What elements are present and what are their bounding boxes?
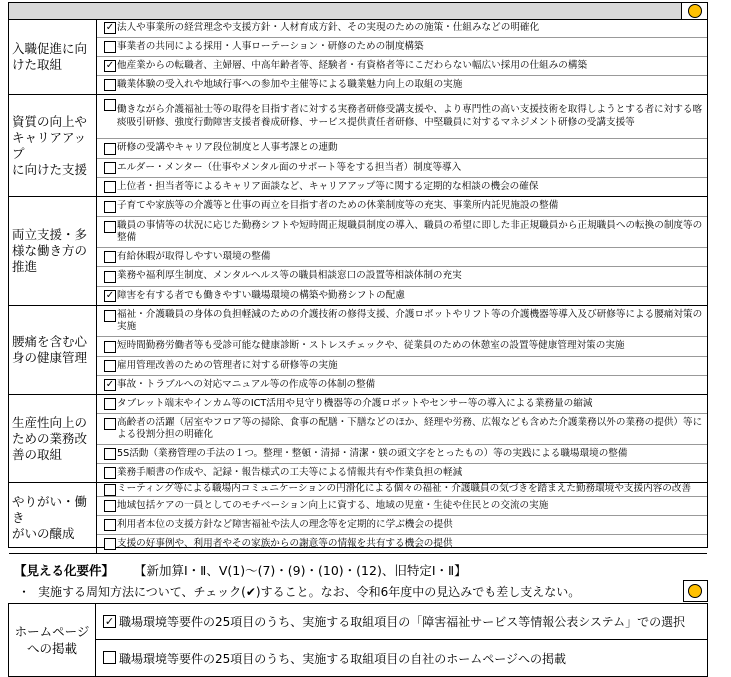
requirement-item-text: 上位者・担当者等によるキャリア面談など、キャリアアップ等に関する定期的な相談の機会の確保 xyxy=(117,180,539,192)
requirement-item-text: 職業体験の受入れや地域行事への参加や主催等による職業魅力向上の取組の実施 xyxy=(117,78,463,90)
requirement-item-text: タブレット端末やインカム等のICT活用や見守り機器等の介護ロボットやセンサー等の導入による業務量の縮減 xyxy=(117,397,593,409)
requirement-item-text: ミーティング等による職場内コミュニケーションの円滑化による個々の福祉・介護職員の気づきを踏まえた勤務環境や支援内容の改善 xyxy=(117,483,692,495)
checkbox[interactable] xyxy=(103,651,116,664)
checkbox[interactable] xyxy=(104,143,116,155)
checkbox[interactable] xyxy=(104,310,116,322)
requirement-item xyxy=(97,38,707,57)
requirement-item-text: 職員の事情等の状況に応じた勤務シフトや短時間正規職員制度の導入、職員の希望に即した非正規職員から正規職員への転換の制度等の整備 xyxy=(117,219,703,243)
orange-circle-icon xyxy=(688,4,702,18)
requirement-item xyxy=(97,57,707,76)
requirement-item xyxy=(97,267,707,287)
checkbox[interactable] xyxy=(104,467,116,479)
requirement-item xyxy=(97,357,707,376)
requirement-item-text: 働きながら介護福祉士等の取得を目指す者に対する実務者研修受講支援や、より専門性の高い支援技術を取得しようとする者に対する喀痰吸引研修、強度行動障害支援者養成研修、サービス提供責任者研修、中堅職員に対するマネジメント研修の受講支援等 xyxy=(117,104,703,128)
category-label: 両立支援・多 様な働き方の 推進 xyxy=(9,197,97,306)
table-header-row xyxy=(9,3,707,20)
requirement-item xyxy=(97,414,707,445)
mieru-section-title: 【見える化要件】 xyxy=(14,563,115,578)
requirement-item xyxy=(97,139,707,159)
checkbox[interactable] xyxy=(104,290,116,302)
requirement-item xyxy=(97,376,707,395)
requirement-item xyxy=(97,516,707,535)
checkbox[interactable] xyxy=(104,181,116,193)
requirement-item xyxy=(97,19,707,38)
homepage-posting-table xyxy=(8,603,708,677)
category-label: 生産性向上の ための業務改 善の取組 xyxy=(9,395,97,483)
requirement-item xyxy=(97,445,707,464)
requirement-item-text: 地域包括ケアの一員としてのモチベーション向上に資する、地域の児童・生徒や住民との交流の実施 xyxy=(117,499,549,511)
requirement-item xyxy=(97,76,707,95)
requirement-item xyxy=(97,337,707,357)
checkbox[interactable] xyxy=(104,379,116,391)
homepage-item-text: 職場環境等要件の25項目のうち、実施する取組項目の「障害福祉サービス等情報公表システム」での選択 xyxy=(119,615,686,629)
checkbox[interactable] xyxy=(104,99,116,111)
category-label: やりがい・働き がいの醸成 xyxy=(9,483,97,554)
requirement-item-text: 事業者の共同による採用・人事ローテーション・研修のための制度構築 xyxy=(117,40,424,52)
requirement-item xyxy=(97,395,707,414)
requirement-item-text: 利用者本位の支援方針など障害福祉や法人の理念等を定期的に学ぶ機会の提供 xyxy=(117,518,453,530)
checkbox[interactable] xyxy=(104,41,116,53)
requirement-item xyxy=(97,217,707,248)
checkbox[interactable] xyxy=(104,162,116,174)
requirement-item-text: 支援の好事例や、利用者やその家族からの謝意等の情報を共有する機会の提供 xyxy=(117,537,453,549)
checkbox[interactable] xyxy=(104,519,116,531)
checkbox[interactable] xyxy=(104,341,116,353)
checkbox[interactable] xyxy=(104,221,116,233)
requirement-item-text: 法人や事業所の経営理念や支援方針・人材育成方針、その実現のための施策・仕組みなどの明確化 xyxy=(117,21,540,33)
checkbox[interactable] xyxy=(104,22,116,34)
requirement-item-text: 障害を有する者でも働きやすい職場環境の構築や勤務シフトの配慮 xyxy=(117,289,405,301)
requirement-item xyxy=(97,535,707,554)
checkbox[interactable] xyxy=(104,448,116,460)
checkbox[interactable] xyxy=(104,418,116,430)
requirement-item xyxy=(97,197,707,217)
orange-circle-icon xyxy=(688,584,702,598)
requirement-item xyxy=(97,497,707,516)
checkbox[interactable] xyxy=(104,360,116,372)
checkbox[interactable] xyxy=(103,615,116,628)
requirement-item-text: エルダー・メンター（仕事やメンタル面のサポート等をする担当者）制度等導入 xyxy=(117,161,462,173)
mieru-section-subtitle: 【新加算Ⅰ・Ⅱ、Ⅴ(1)～(7)・(9)・(10)・(12)、旧特定Ⅰ・Ⅱ】 xyxy=(134,563,467,578)
work-environment-table xyxy=(8,2,708,548)
requirement-item xyxy=(97,306,707,337)
checkbox[interactable] xyxy=(104,271,116,283)
checkbox[interactable] xyxy=(104,500,116,512)
category-label: 腰痛を含む心 身の健康管理 xyxy=(9,306,97,395)
homepage-item-text: 職場環境等要件の25項目のうち、実施する取組項目の自社のホームページへの掲載 xyxy=(119,651,567,666)
requirement-item xyxy=(97,95,707,139)
checkbox[interactable] xyxy=(104,60,116,72)
requirement-item xyxy=(97,178,707,197)
checkbox[interactable] xyxy=(104,484,116,496)
requirement-item-text: 福祉・介護職員の身体の負担軽減のための介護技術の修得支援、介護ロボットやリフト等の介護機器等導入及び研修等による腰痛対策の実施 xyxy=(117,308,703,332)
requirement-item-text: 業務手順書の作成や、記録・報告様式の工夫等による情報共有や作業負担の軽減 xyxy=(117,466,463,478)
checkbox[interactable] xyxy=(104,201,116,213)
category-label: 資質の向上や キャリアアップ に向けた支援 xyxy=(9,95,97,197)
homepage-category-label: ホームページ への掲載 xyxy=(9,604,96,676)
requirement-item-text: 他産業からの転職者、主婦層、中高年齢者等、経験者・有資格者等にこだわらない幅広い採用の仕組みの構築 xyxy=(117,59,588,71)
requirement-item-text: 子育てや家族等の介護等と仕事の両立を目指す者のための休業制度等の充実、事業所内託児施設の整備 xyxy=(117,200,559,212)
requirement-item xyxy=(97,287,707,306)
checkbox[interactable] xyxy=(104,398,116,410)
requirement-item-text: 有給休暇が取得しやすい環境の整備 xyxy=(117,250,271,262)
note-bullet: ・ xyxy=(18,585,31,599)
category-label: 入職促進に向 けた取組 xyxy=(9,19,97,95)
requirement-item xyxy=(97,159,707,178)
requirement-item-text: 研修の受講やキャリア段位制度と人事考課との連動 xyxy=(117,142,338,154)
homepage-item xyxy=(95,604,707,640)
checkbox[interactable] xyxy=(104,79,116,91)
requirement-item-text: 短時間勤務労働者等も受診可能な健康診断・ストレスチェックや、従業員のための休憩室の設置等健康管理対策の実施 xyxy=(117,340,625,352)
mieru-note: 実施する周知方法について、チェック(✔)すること。なお、令和6年度中の見込みでも差し支えない。 xyxy=(38,585,581,599)
requirement-item-text: 高齢者の活躍（居室やフロア等の掃除、食事の配膳・下膳などのほか、経理や労務、広報なども含めた介護業務以外の業務の提供）等による役割分担の明確化 xyxy=(117,416,703,440)
requirement-item xyxy=(97,248,707,267)
checkbox[interactable] xyxy=(104,538,116,550)
requirement-item-text: 事故・トラブルへの対応マニュアル等の作成等の体制の整備 xyxy=(117,378,376,390)
requirement-item-text: 業務や福利厚生制度、メンタルヘルス等の職員相談窓口の設置等相談体制の充実 xyxy=(117,270,462,282)
checkbox[interactable] xyxy=(104,251,116,263)
requirement-item xyxy=(97,464,707,483)
requirement-item xyxy=(97,483,707,497)
homepage-item xyxy=(95,640,707,676)
requirement-item-text: 5S活動（業務管理の手法の１つ。整理・整頓・清掃・清潔・躾の頭文字をとったもの）等の実践による職場環境の整備 xyxy=(117,447,628,459)
requirement-item-text: 雇用管理改善のための管理者に対する研修等の実施 xyxy=(117,359,338,371)
